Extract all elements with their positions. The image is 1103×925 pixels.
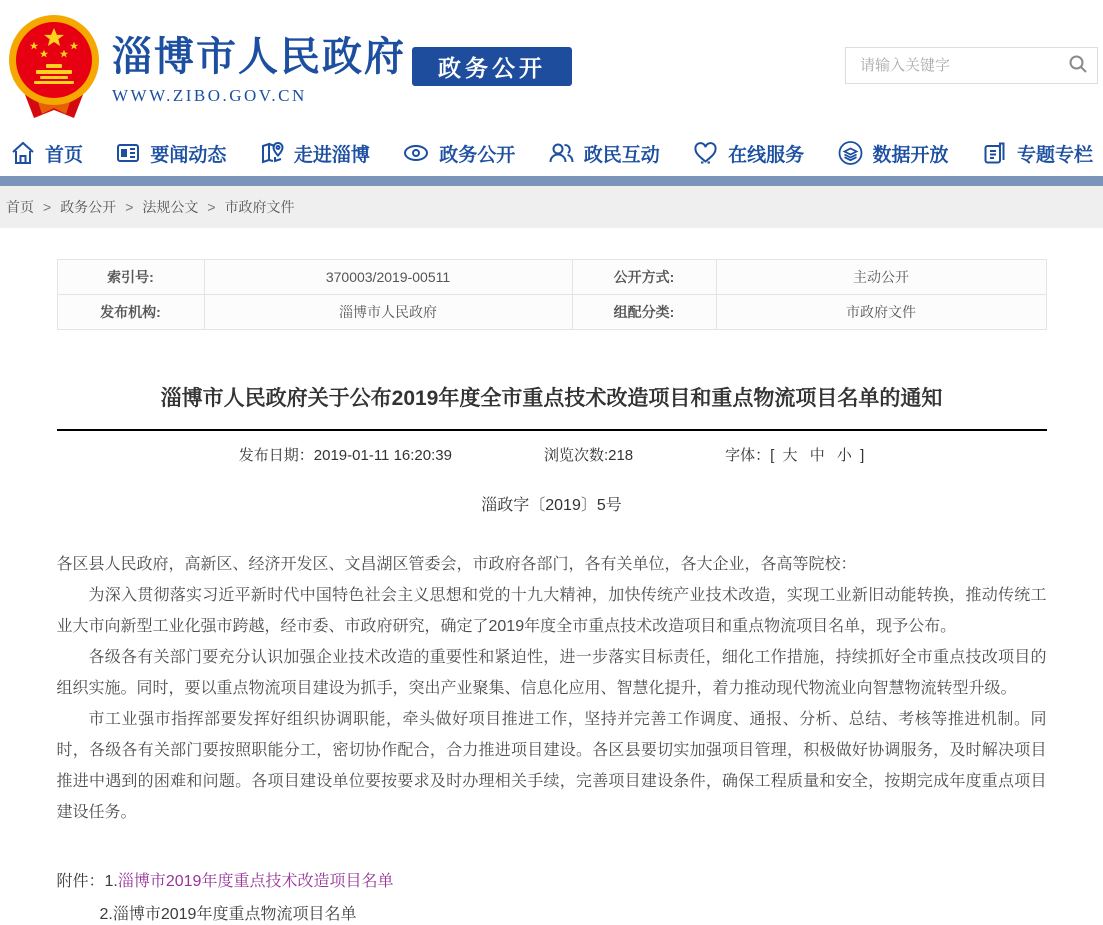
category-value: 市政府文件 — [716, 295, 1046, 330]
breadcrumb-gov-disclosure[interactable]: 政务公开 — [60, 199, 117, 215]
font-size-control — [725, 444, 864, 465]
view-count-label: 浏览次数: — [543, 447, 609, 464]
search-icon — [1068, 54, 1088, 77]
attachment-2-prefix: 2. — [99, 906, 113, 923]
layers-icon — [837, 140, 864, 166]
national-emblem-logo — [6, 14, 102, 120]
breadcrumb-separator: > — [43, 199, 52, 215]
font-size-suffix: ] — [860, 447, 865, 464]
nav-label: 首页 — [45, 144, 84, 166]
nav-item-online-services[interactable] — [692, 140, 804, 167]
disclosure-method-value: 主动公开 — [716, 260, 1046, 295]
view-count-value: 218 — [608, 447, 634, 464]
people-icon — [548, 140, 575, 166]
font-size-large[interactable]: 大 — [782, 447, 798, 464]
news-icon — [115, 140, 141, 166]
breadcrumb-city-gov-documents[interactable]: 市政府文件 — [224, 199, 295, 215]
site-url: WWW.ZIBO.GOV.CN — [112, 86, 307, 105]
nav-item-open-data[interactable] — [837, 140, 949, 167]
gov-disclosure-button[interactable]: 政务公开 — [412, 47, 572, 86]
nav-item-gov-disclosure[interactable] — [402, 140, 515, 167]
search-box — [845, 47, 1098, 84]
disclosure-method-label: 公开方式: — [572, 260, 716, 295]
article-body — [57, 549, 1047, 828]
publish-date — [239, 444, 452, 465]
publish-date-value: 2019-01-11 16:20:39 — [313, 447, 452, 464]
nav-label: 数据开放 — [872, 144, 949, 166]
attachment-line-1 — [57, 872, 1047, 892]
nav-label: 要闻动态 — [150, 144, 227, 166]
font-size-small[interactable]: 小 — [836, 447, 852, 464]
nav-label: 在线服务 — [728, 144, 805, 166]
nav-item-about-zibo[interactable] — [259, 140, 370, 167]
article-meta — [57, 444, 1047, 465]
nav-label: 政务公开 — [439, 144, 516, 166]
body-paragraph: 各级各有关部门要充分认识加强企业技术改造的重要性和紧迫性，进一步落实目标责任，细化工作措施，持续抓好全市重点技改项目的组织实施。同时，要以重点物流项目建设为抓手，突出产业聚集、信息化应用、智慧化提升，着力推动现代物流业向智慧物流转型升级。 — [56, 649, 1047, 697]
nav-label: 政民互动 — [583, 144, 660, 166]
page-title: 淄博市人民政府关于公布2019年度全市重点技术改造项目和重点物流项目名单的通知 — [160, 387, 943, 410]
view-count — [544, 444, 633, 465]
home-icon — [10, 140, 36, 166]
salutation-paragraph: 各区县人民政府，高新区、经济开发区、文昌湖区管委会，市政府各部门，各有关单位，各大企业，各高等院校： — [56, 556, 857, 573]
article-container — [57, 259, 1047, 925]
nav-divider-strip — [0, 176, 1103, 186]
body-paragraph: 市工业强市指挥部要发挥好组织协调职能，牵头做好项目推进工作，坚持并完善工作调度、通报、分析、总结、考核等推进机制。同时，各级各有关部门要按照职能分工，密切协作配合，合力推进项目建设。各区县要切实加强项目管理，积极做好协调服务，及时解决项目推进中遇到的困难和问题。各项目建设单位要按要求及时办理相关手续，完善项目建设条件，确保工程质量和安全，按期完成年度重点项目建设任务。 — [56, 711, 1047, 821]
search-input[interactable] — [846, 48, 1059, 83]
search-button[interactable] — [1059, 48, 1097, 83]
category-label: 组配分类: — [572, 295, 716, 330]
font-size-prefix: 字体：[ — [725, 447, 775, 464]
issuing-agency-value: 淄博市人民政府 — [204, 295, 572, 330]
document-number: 淄政字〔2019〕5号 — [481, 497, 622, 514]
breadcrumb-regulations[interactable]: 法规公文 — [142, 199, 199, 215]
breadcrumb-separator: > — [207, 199, 216, 215]
eye-icon — [402, 140, 430, 166]
title-divider — [57, 429, 1047, 431]
attachment-link-logistics-projects[interactable]: 淄博市2019年度重点物流项目名单 — [112, 906, 357, 923]
site-title: 淄博市人民政府 — [112, 35, 406, 79]
issuing-agency-label: 发布机构: — [57, 295, 204, 330]
body-paragraph: 为深入贯彻落实习近平新时代中国特色社会主义思想和党的十九大精神，加快传统产业技术改造，实现工业新旧动能转换，推动传统工业大市向新型工业化强市跨越，经市委、市政府研究，确定了2019年度全市重点技术改造项目和重点物流项目名单，现予公布。 — [56, 587, 1047, 635]
table-row — [57, 295, 1046, 330]
breadcrumb-home[interactable]: 首页 — [6, 199, 34, 215]
breadcrumb — [0, 186, 1103, 228]
attachments-label: 附件： — [56, 873, 105, 890]
heart-icon — [692, 140, 719, 166]
main-nav — [0, 130, 1103, 176]
nav-item-interaction[interactable] — [548, 140, 660, 167]
attachment-link-tech-projects[interactable]: 淄博市2019年度重点技术改造项目名单 — [117, 873, 394, 890]
documents-icon — [981, 140, 1008, 166]
attachment-1-prefix: 1. — [104, 873, 118, 890]
site-header — [0, 0, 1103, 130]
nav-label: 走进淄博 — [293, 144, 370, 166]
font-size-medium[interactable]: 中 — [809, 447, 825, 464]
nav-item-special-columns[interactable] — [981, 140, 1093, 167]
index-number-label: 索引号: — [57, 260, 204, 295]
attachments-section — [57, 872, 1047, 925]
nav-label: 专题专栏 — [1016, 144, 1093, 166]
index-number-value: 370003/2019-00511 — [204, 260, 572, 295]
attachment-line-2 — [57, 905, 1047, 925]
breadcrumb-separator: > — [125, 199, 134, 215]
nav-item-news[interactable] — [115, 140, 226, 167]
table-row — [57, 260, 1046, 295]
map-icon — [259, 140, 285, 166]
site-identity — [112, 34, 406, 106]
publish-date-label: 发布日期： — [238, 447, 314, 464]
document-info-table — [57, 259, 1047, 330]
nav-item-home[interactable] — [10, 140, 83, 167]
